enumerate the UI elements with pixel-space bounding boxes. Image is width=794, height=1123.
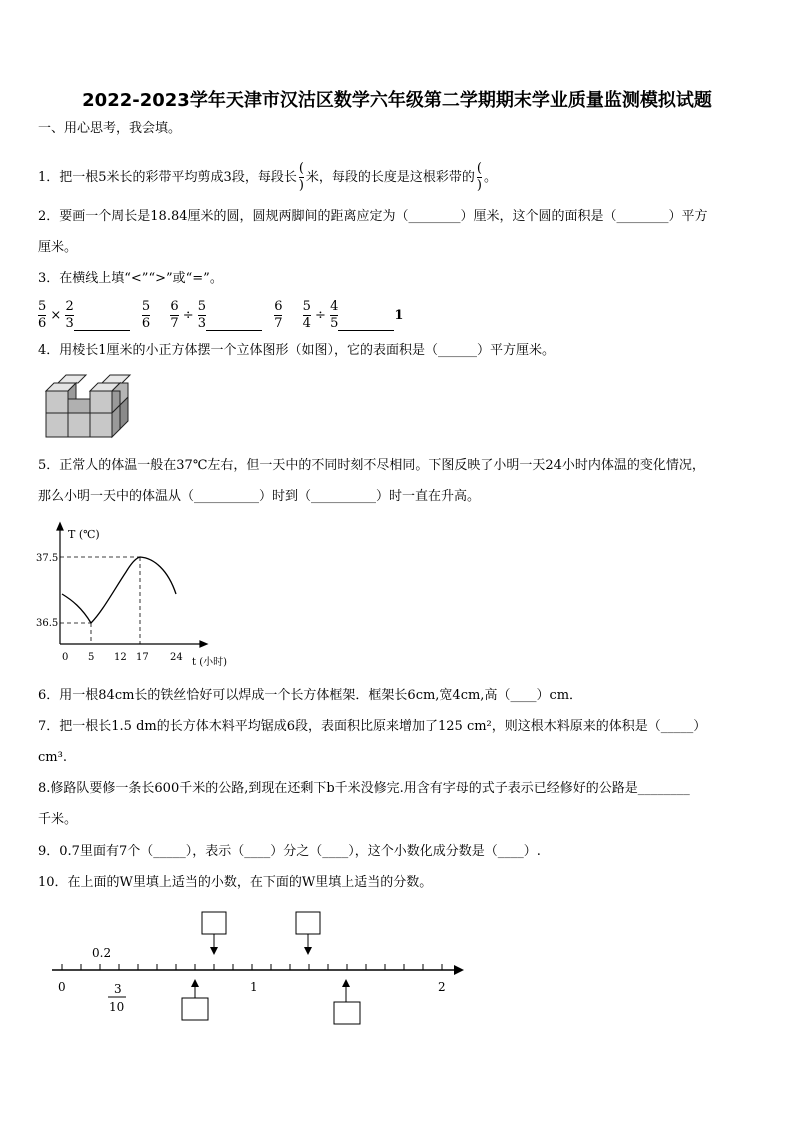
q3-item-1: $\frac{5}{6}$ × $\frac{2}{3}$ $\frac{5}{6}$ [38, 299, 151, 331]
page-title: 2022-2023学年天津市汉沽区数学六年级第二学期期末学业质量监测模拟试题 [82, 90, 712, 111]
question-2-line-2: 厘米。 [38, 240, 78, 255]
y-axis-arrow [57, 523, 63, 530]
bottom-answer-box-1[interactable] [182, 998, 208, 1020]
top-answer-box-1[interactable] [202, 912, 226, 934]
x-tick-0: 0 [62, 652, 69, 663]
number-line-figure [40, 905, 480, 1030]
question-7-line-2: cm³. [38, 750, 67, 765]
q3-blank-2[interactable] [206, 330, 262, 331]
question-8-line-1: 8.修路队要修一条长600千米的公路,到现在还剩下b千米没修完.用含有字母的式子表示已经修好的公路是________ [38, 781, 690, 796]
label-2: 2 [438, 980, 446, 994]
label-0: 0 [58, 980, 66, 994]
label-0-2: 0.2 [92, 946, 112, 960]
frac-numerator: 3 [114, 982, 122, 996]
x-axis-arrow [200, 641, 207, 647]
temperature-chart [36, 520, 231, 670]
q3-item-2: $\frac{6}{7}$ ÷ $\frac{5}{3}$ $\frac{6}{7}$ [170, 299, 283, 331]
question-3-prompt: 3．在横线上填“<”“>”或“=”。 [38, 271, 223, 286]
x-tick-24: 24 [170, 652, 183, 663]
y-axis-label: T (℃) [68, 528, 100, 541]
number-line-arrow [454, 965, 464, 975]
question-5-line-1: 5．正常人的体温一般在37℃左右，但一天中的不同时刻不尽相同。下图反映了小明一天24小时内体温的变化情况， [38, 458, 705, 473]
label-1: 1 [250, 980, 258, 994]
question-6: 6．用一根84cm长的铁丝恰好可以焊成一个长方体框架．框架长6cm,宽4cm,高（____）cm． [38, 688, 583, 703]
question-9: 9．0.7里面有7个（_____），表示（____）分之（____），这个小数化成分数是（____）. [38, 844, 541, 859]
y-tick-365: 36.5 [36, 618, 59, 629]
q1-text-part1: 1．把一根5米长的彩带平均剪成3段，每段长 [38, 170, 297, 185]
q3-blank-3[interactable] [338, 330, 394, 331]
question-10: 10．在上面的W里填上适当的小数，在下面的W里填上适当的分数。 [38, 875, 433, 890]
x-axis-label: t (小时) [192, 657, 227, 668]
question-1 [38, 162, 497, 193]
q3-blank-1[interactable] [74, 330, 130, 331]
top-answer-box-2[interactable] [296, 912, 320, 934]
section-heading: 一、用心思考，我会填。 [38, 121, 182, 136]
bottom-answer-box-2[interactable] [334, 1002, 360, 1024]
x-tick-5: 5 [88, 652, 95, 663]
temperature-curve [62, 557, 176, 623]
q3-item-3: $\frac{5}{4}$ ÷ $\frac{4}{5}$ 1 [302, 299, 404, 331]
x-tick-17: 17 [136, 652, 149, 663]
frac-denominator: 10 [109, 1000, 125, 1014]
question-5-line-2: 那么小明一天中的体温从（__________）时到（__________）时一直在升高。 [38, 489, 481, 504]
question-2-line-1: 2．要画一个周长是18.84厘米的圆，圆规两脚间的距离应定为（________）厘米，这个圆的面积是（________）平方 [38, 209, 708, 224]
question-8-line-2: 千米。 [38, 812, 78, 827]
q1-fraction-blank-1[interactable]: $\frac{(}{)}$ [298, 161, 304, 193]
question-7-line-1: 7．把一根长1.5 dm的长方体木料平均锯成6段，表面积比原来增加了125 cm²，则这根木料原来的体积是（_____） [38, 719, 707, 734]
question-4: 4．用棱长1厘米的小正方体摆一个立体图形（如图），它的表面积是（______）平方厘米。 [38, 343, 556, 358]
cube-figure [44, 373, 134, 443]
q1-text-part2: 米，每段的长度是这根彩带的 [305, 170, 475, 185]
x-tick-12: 12 [114, 652, 127, 663]
q1-fraction-blank-2[interactable]: $\frac{(}{)}$ [476, 161, 482, 193]
y-tick-375: 37.5 [36, 553, 59, 564]
q1-text-part3: 。 [484, 170, 498, 185]
question-3-comparisons [38, 300, 403, 331]
